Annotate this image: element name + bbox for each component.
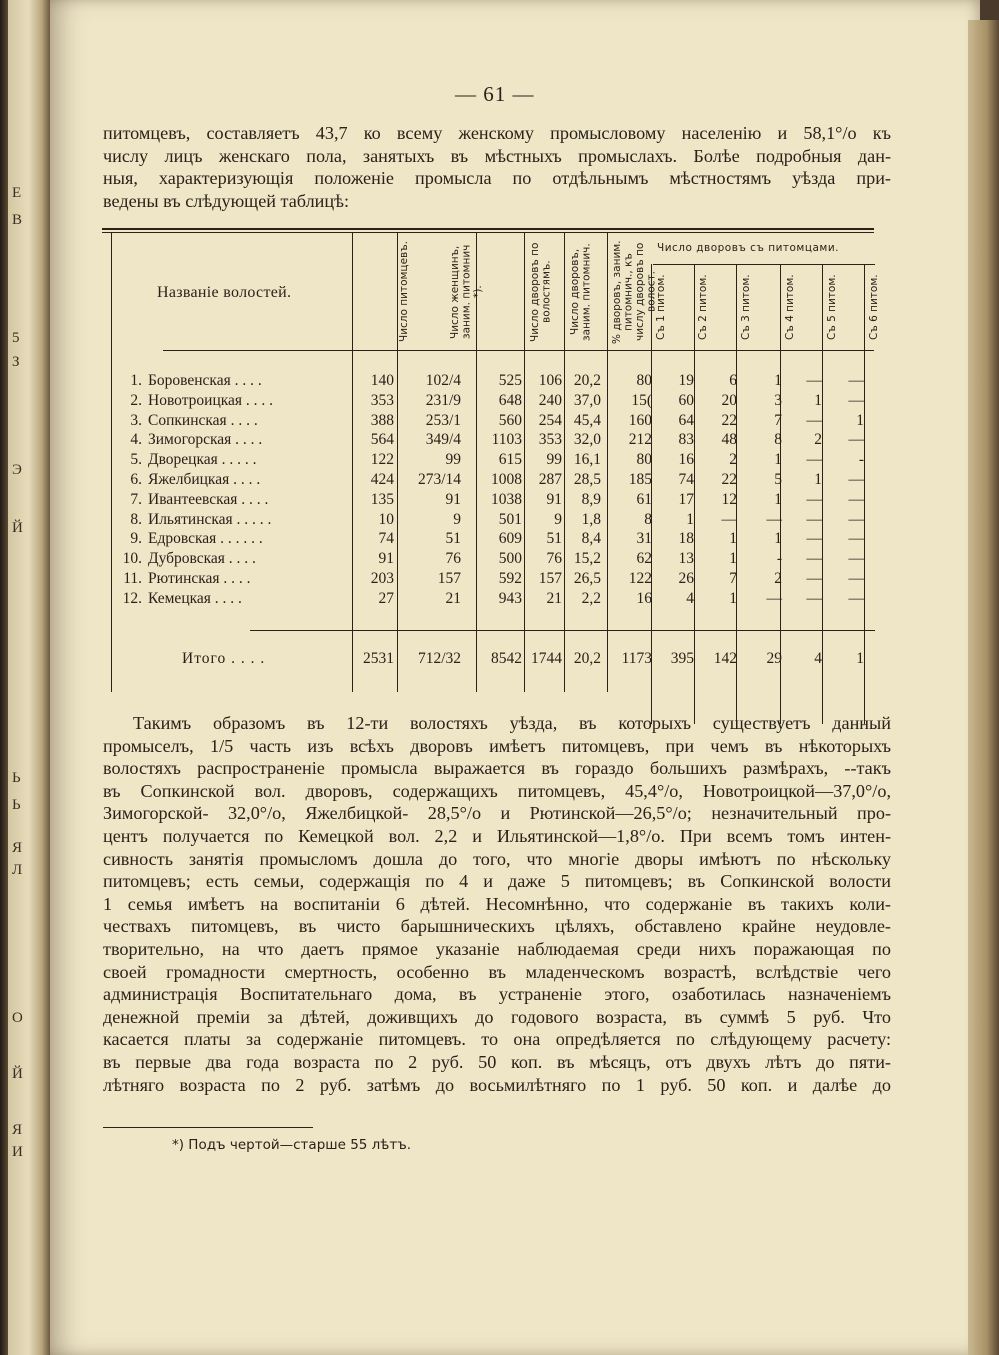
header-bottom-rule — [163, 350, 874, 351]
spine-shadow — [0, 0, 8, 1355]
spine-glyph: 5 — [12, 330, 20, 346]
table-cell: 20,2 — [573, 650, 601, 667]
body-line: чествахъ питомцевъ, въ чисто барышническихъ цѣляхъ, обставлено крайне неудовле- — [103, 916, 891, 937]
table-cell: 1 — [774, 490, 782, 508]
group-header-rule — [653, 264, 875, 265]
district-name: Сопкинская . . . . — [148, 411, 258, 429]
table-cell: 8,4 — [581, 530, 601, 548]
body-line: Зимогорской- 32,0°/o, Яжелбицкой- 28,5°/o и Рютинской—26,5°/o; незначительный про- — [103, 803, 891, 824]
intro-paragraph — [103, 122, 891, 212]
table-cell: 2 — [729, 451, 737, 469]
column-header: Съ 4 питом. — [784, 274, 796, 340]
row-number: 1. — [130, 372, 142, 389]
spine-glyph: З — [12, 354, 20, 370]
table-cell: 1 — [856, 650, 864, 667]
table-cell: 122 — [628, 570, 652, 587]
body-line: въ Сопкинской вол. дворовъ, содержащихъ питомцевъ, 45,4°/o, Новотроицкой—37,0°/o, — [103, 780, 891, 801]
table-cell: - — [858, 451, 864, 469]
column-header: Число дворовъ, заним. питомнич. — [569, 243, 593, 341]
table-cell: 99 — [445, 451, 461, 469]
book-spine — [0, 0, 52, 1355]
table-cell: 501 — [498, 510, 522, 528]
table-cell: 353 — [538, 431, 562, 449]
table-cell: 28,5 — [573, 471, 601, 488]
district-name: Ивантеевская . . . . — [148, 490, 269, 508]
intro-line: ныя, характеризующія положеніе промысла по отдѣльнымъ мѣстностямъ уѣзда при- — [103, 168, 891, 189]
table-cell: 16,1 — [573, 451, 601, 469]
table-cell: 10 — [378, 510, 394, 528]
table-cell: 349/4 — [425, 431, 461, 449]
table-cell: 45,4 — [573, 411, 601, 429]
row-number: 4. — [130, 431, 142, 449]
table-cell: 388 — [370, 411, 394, 429]
table-cell: 22 — [721, 411, 737, 429]
table-cell: 8 — [644, 510, 652, 528]
table-cell: 1 — [814, 471, 822, 488]
district-name: Кемецкая . . . . — [148, 589, 242, 607]
table-cell: 91 — [445, 490, 461, 508]
table-cell: 1 — [774, 451, 782, 469]
table-cell: 122 — [370, 451, 394, 469]
table-cell: 60 — [678, 391, 694, 409]
table-cell: 76 — [445, 550, 461, 568]
spine-glyph: Я — [12, 840, 23, 856]
column-header: Съ 6 питом. — [868, 274, 880, 340]
book-page — [50, 0, 980, 1355]
table-cell: 4 — [814, 650, 822, 667]
body-line: сивность занятія промысломъ дошла до того, что многіе дворы имѣютъ по нѣскольку — [103, 848, 891, 869]
table-cell: 37,0 — [573, 391, 601, 409]
body-line: денежной преміи за дѣтей, доживщихъ до годового возраста, въ суммѣ 5 руб. Что — [103, 1006, 891, 1027]
body-line: центъ получается по Кемецкой вол. 2,2 и Ильятинской—1,8°/o. При всемъ томъ интен- — [103, 825, 891, 846]
district-name: Рютинская . . . . — [148, 570, 251, 587]
total-rule — [250, 630, 875, 631]
table-cell: 240 — [538, 391, 562, 409]
body-line: 1 семья имѣетъ на воспитаніи 6 дѣтей. Несомнѣнно, что содержаніе въ такихъ коли- — [103, 893, 891, 914]
footnote-rule — [103, 1127, 313, 1128]
table-cell: 1744 — [531, 650, 562, 667]
table-cell: — — [806, 490, 822, 508]
table-cell: 1 — [774, 530, 782, 548]
column-header: Съ 1 питом. — [655, 274, 667, 340]
table-cell: 80 — [636, 372, 652, 389]
table-cell: 7 — [774, 411, 782, 429]
table-cell: 142 — [713, 650, 737, 667]
table-row — [102, 570, 874, 590]
spine-glyph: Ь — [12, 770, 21, 786]
table-cell: — — [806, 411, 822, 429]
district-name: Дворецкая . . . . . — [148, 451, 257, 469]
body-line: лѣтняго возраста по 2 руб. затѣмъ до восьмилѣтняго по 1 руб. 50 коп. и далѣе до — [103, 1074, 891, 1095]
table-cell: 12 — [721, 490, 737, 508]
table-cell: — — [806, 570, 822, 587]
table-row — [102, 451, 874, 471]
table-cell: 19 — [678, 372, 694, 389]
row-number: 6. — [130, 471, 142, 488]
table-cell: 1 — [774, 372, 782, 389]
table-cell: — — [721, 510, 737, 528]
table-cell: 1 — [856, 411, 864, 429]
table-cell: 157 — [437, 570, 461, 587]
spine-glyph: Й — [12, 1066, 23, 1082]
spine-glyph: Ь — [12, 797, 21, 813]
spine-glyph: Э — [12, 462, 22, 478]
table-cell: 212 — [628, 431, 652, 449]
table-top-rule — [102, 228, 874, 230]
table-cell: 135 — [370, 490, 394, 508]
row-number: 8. — [130, 510, 142, 528]
table-cell: 615 — [498, 451, 522, 469]
total-label: Итого . . . . — [182, 650, 266, 667]
table-cell: 564 — [370, 431, 394, 449]
body-line: Такимъ образомъ въ 12-ти волостяхъ уѣзда, въ которыхъ существуетъ данный — [133, 713, 891, 733]
table-cell: 203 — [370, 570, 394, 587]
table-cell: 74 — [378, 530, 394, 548]
table-cell: — — [806, 510, 822, 528]
table-cell: 1008 — [491, 471, 522, 488]
row-number: 11. — [123, 570, 142, 587]
table-cell: 21 — [445, 589, 461, 607]
table-cell: 91 — [546, 490, 562, 508]
district-name: Яжелбицкая . . . . — [148, 471, 261, 488]
table-cell: 560 — [498, 411, 522, 429]
table-cell: 231/9 — [425, 391, 461, 409]
body-line: касается платы за содержаніе питомцевъ. то она опредѣляется по слѣдующему расчету: — [103, 1029, 891, 1050]
table-cell: — — [848, 391, 864, 409]
column-header: Съ 2 питом. — [697, 274, 709, 340]
table-cell: 1038 — [491, 490, 522, 508]
table-cell: 26,5 — [573, 570, 601, 587]
table-cell: 287 — [538, 471, 562, 488]
table-cell: 160 — [628, 411, 652, 429]
table-cell: 76 — [546, 550, 562, 568]
spine-glyph: Й — [12, 520, 23, 536]
table-cell: 395 — [670, 650, 694, 667]
table-cell: 1 — [814, 391, 822, 409]
district-name: Боровенская . . . . — [148, 372, 262, 389]
table-cell: 9 — [453, 510, 461, 528]
intro-line: числу лицъ женскаго пола, занятыхъ въ мѣстныхъ промыслахъ. Болѣе подробныя дан- — [103, 145, 891, 166]
table-cell: 2,2 — [581, 589, 601, 607]
table-cell: 91 — [378, 550, 394, 568]
table-cell: 424 — [370, 471, 394, 488]
column-header: Число женщинъ, заним. питомнич *). — [449, 244, 484, 340]
spine-glyph: Л — [12, 862, 23, 878]
row-number: 12. — [122, 589, 142, 607]
table-cell: 1 — [729, 550, 737, 568]
table-cell: 5 — [774, 471, 782, 488]
table-cell: 4 — [686, 589, 694, 607]
row-number: 7. — [130, 490, 142, 508]
footnote: *) Подъ чертой—старше 55 лѣтъ. — [172, 1137, 412, 1153]
table-cell: 15,2 — [573, 550, 601, 568]
table-total-row — [102, 650, 874, 670]
table-cell: 102/4 — [425, 372, 461, 389]
table-cell: 8542 — [491, 650, 522, 667]
column-header: Число питомцевъ. — [398, 241, 410, 343]
table-cell: 62 — [636, 550, 652, 568]
column-header: Число дворовъ по волостямъ. — [529, 242, 553, 342]
table-cell: — — [848, 530, 864, 548]
spine-glyph: И — [12, 1144, 23, 1160]
table-cell: — — [848, 372, 864, 389]
district-name: Новотроицкая . . . . — [148, 391, 274, 409]
row-number: 9. — [130, 530, 142, 548]
table-cell: — — [806, 550, 822, 568]
body-line: промыселъ, 1/5 часть изъ всѣхъ дворовъ имѣетъ питомцевъ, при чемъ въ нѣкоторыхъ — [103, 735, 891, 756]
table-cell: — — [848, 510, 864, 528]
table-cell: - — [776, 550, 782, 568]
column-header: % дворовъ, заним. питомнич., къ числу дворовъ по волост. — [611, 240, 658, 344]
table-cell: — — [806, 530, 822, 548]
table-cell: 525 — [498, 372, 522, 389]
body-line: питомцевъ; есть семьи, содержащія по 4 и даже 5 питомцевъ; въ Сопкинской волости — [103, 871, 891, 892]
table-cell: 6 — [729, 372, 737, 389]
table-cell: 1173 — [621, 650, 652, 667]
body-line: творительно, на что даетъ прямое указаніе наблюдаемая среди нихъ поражающая по — [103, 938, 891, 959]
body-line: своей громадности смертность, особенно въ младенческомъ возрастѣ, вслѣдствіе чего — [103, 961, 891, 982]
table-cell: 8,9 — [581, 490, 601, 508]
district-name: Зимогорская . . . . — [148, 431, 263, 449]
table-row — [102, 590, 874, 610]
table-group-header: Число дворовъ съ питомцами. — [657, 242, 840, 254]
table-cell: 592 — [498, 570, 522, 587]
table-cell: 27 — [378, 589, 394, 607]
spine-glyph: О — [12, 1010, 23, 1026]
intro-line: ведены въ слѣдующей таблицѣ: — [103, 190, 350, 211]
table-cell: 648 — [498, 391, 522, 409]
body-line: волостяхъ распространеніе промысла выражается въ гораздо большихъ размѣрахъ, --такъ — [103, 758, 891, 779]
table-cell: 7 — [729, 570, 737, 587]
body-line: администрація Воспитательнаго дома, въ устраненіе этого, озаботилась назначеніемъ — [103, 984, 891, 1005]
table-cell: 15( — [631, 391, 652, 409]
table-cell: 712/32 — [417, 650, 461, 667]
table-cell: 8 — [774, 431, 782, 449]
table-row — [102, 392, 874, 412]
table-cell: — — [848, 490, 864, 508]
table-cell: 1,8 — [581, 510, 601, 528]
table-cell: 13 — [678, 550, 694, 568]
table-cell: 99 — [546, 451, 562, 469]
table-cell: 26 — [678, 570, 694, 587]
table-cell: 273/14 — [417, 471, 461, 488]
table-cell: 254 — [538, 411, 562, 429]
table-cell: 2 — [814, 431, 822, 449]
table-cell: 51 — [546, 530, 562, 548]
table-top-rule-thin — [102, 232, 874, 233]
table-cell: 140 — [370, 372, 394, 389]
district-name: Дубровская . . . . — [148, 550, 256, 568]
table-cell: 16 — [636, 589, 652, 607]
body-line: въ первые два года возраста по 2 руб. 50 коп. въ мѣсяцъ, отъ двухъ лѣтъ до пяти- — [103, 1051, 891, 1072]
body-paragraph — [103, 712, 891, 1096]
table-cell: — — [766, 589, 782, 607]
row-number: 5. — [130, 451, 142, 469]
table-cell: 21 — [546, 589, 562, 607]
table-cell: — — [848, 570, 864, 587]
table-cell: 74 — [678, 471, 694, 488]
table-cell: 16 — [678, 451, 694, 469]
table-cell: 1 — [729, 589, 737, 607]
table-cell: — — [848, 550, 864, 568]
table-cell: 106 — [538, 372, 562, 389]
spine-glyph: Я — [12, 1122, 23, 1138]
table-cell: 157 — [538, 570, 562, 587]
table-cell: — — [848, 589, 864, 607]
table-cell: 1 — [686, 510, 694, 528]
table-cell: 61 — [636, 490, 652, 508]
table-cell: — — [848, 431, 864, 449]
table-cell: 83 — [678, 431, 694, 449]
table-row — [102, 550, 874, 570]
table-cell: 80 — [636, 451, 652, 469]
table-row — [102, 491, 874, 511]
table-cell: 51 — [445, 530, 461, 548]
table-row — [102, 372, 874, 392]
table-cell: 29 — [766, 650, 782, 667]
district-name: Ильятинская . . . . . — [148, 510, 272, 528]
table-cell: 2531 — [363, 650, 394, 667]
table-cell: 20 — [721, 391, 737, 409]
table-name-header: Названіе волостей. — [157, 284, 292, 301]
table-cell: — — [766, 510, 782, 528]
spine-glyph: Е — [12, 185, 22, 201]
table-cell: — — [806, 451, 822, 469]
table-cell: 943 — [498, 589, 522, 607]
table-cell: 500 — [498, 550, 522, 568]
page-number: — 61 — — [455, 82, 535, 106]
table-cell: 20,2 — [573, 372, 601, 389]
table-cell: 2 — [774, 570, 782, 587]
table-cell: 31 — [636, 530, 652, 548]
table-cell: 185 — [628, 471, 652, 488]
page-edge — [968, 20, 999, 1355]
table-row — [102, 431, 874, 451]
table-row — [102, 412, 874, 432]
column-header: Съ 5 питом. — [826, 274, 838, 340]
district-name: Едровская . . . . . . — [148, 530, 263, 548]
table-row — [102, 471, 874, 491]
table-cell: — — [806, 589, 822, 607]
table-cell: 17 — [678, 490, 694, 508]
table-row — [102, 530, 874, 550]
row-number: 2. — [130, 391, 142, 409]
table-cell: 64 — [678, 411, 694, 429]
table-cell: 18 — [678, 530, 694, 548]
table-cell: 353 — [370, 391, 394, 409]
table-cell: 1 — [729, 530, 737, 548]
table-cell: 3 — [774, 391, 782, 409]
row-number: 3. — [130, 411, 142, 429]
statistics-table — [102, 226, 880, 696]
table-cell: 1103 — [491, 431, 522, 449]
intro-line: питомцевъ, составляетъ 43,7 ко всему женскому промысловому населенію и 58,1°/o къ — [103, 123, 891, 143]
row-number: 10. — [122, 550, 142, 568]
table-cell: — — [848, 471, 864, 488]
table-cell: 609 — [498, 530, 522, 548]
table-cell: 32,0 — [573, 431, 601, 449]
column-header: Съ 3 питом. — [740, 274, 752, 340]
table-cell: 22 — [721, 471, 737, 488]
table-cell: — — [806, 372, 822, 389]
table-cell: 48 — [721, 431, 737, 449]
table-cell: 9 — [554, 510, 562, 528]
table-row — [102, 511, 874, 531]
table-cell: 253/1 — [425, 411, 461, 429]
spine-glyph: В — [12, 212, 23, 228]
